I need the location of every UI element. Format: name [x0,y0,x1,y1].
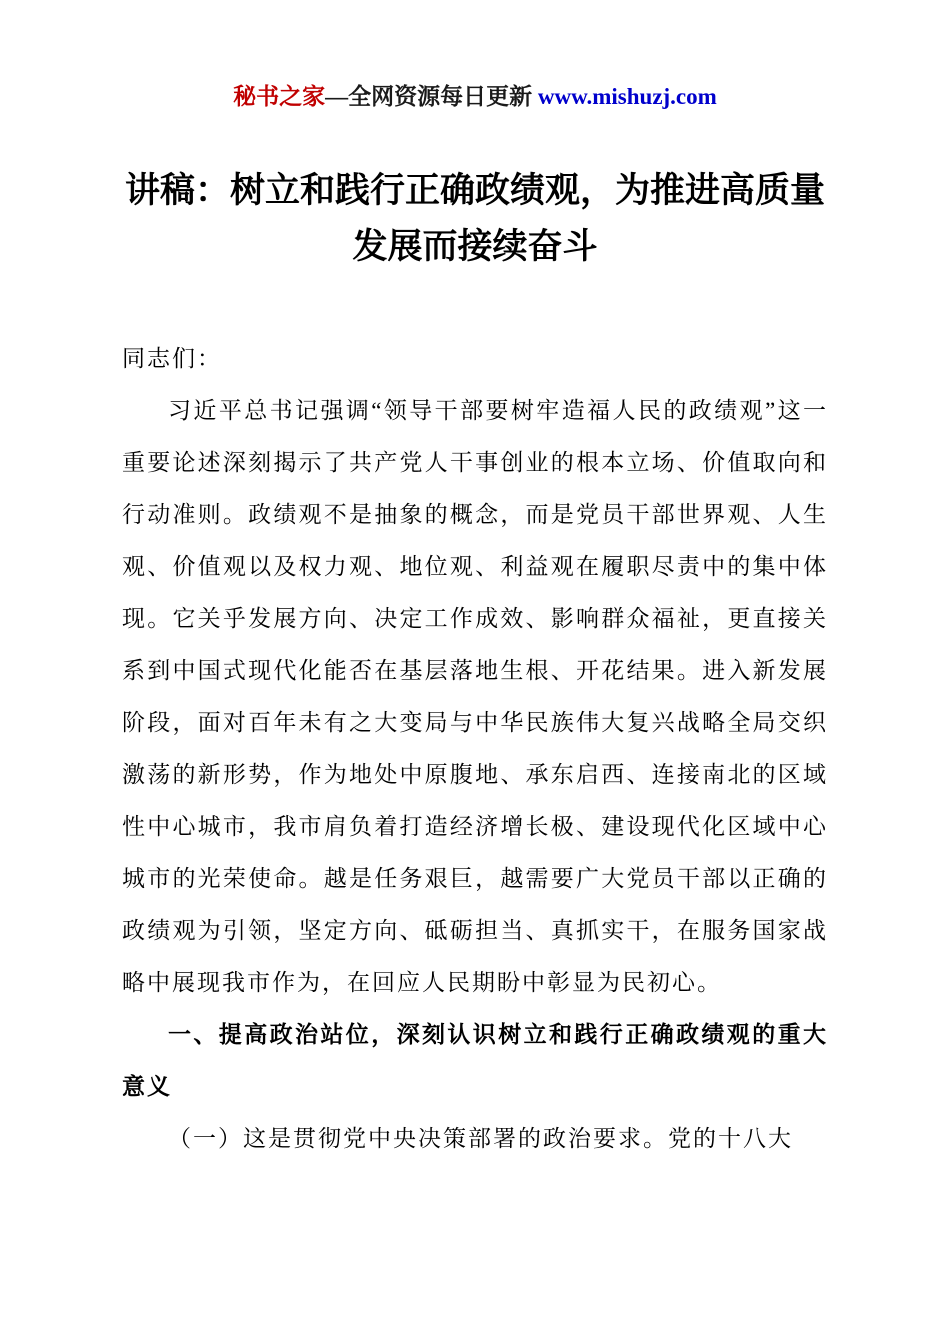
site-url-link[interactable]: www.mishuzj.com [537,84,717,109]
site-brand: 秘书之家 [233,84,326,109]
body-paragraph-2: （一）这是贯彻党中央决策部署的政治要求。党的十八大 [168,1126,793,1151]
section-1-heading: 一、提高政治站位，深刻认识树立和践行正确政绩观的重大意义 [122,1022,828,1099]
site-tagline: —全网资源每日更新 [325,84,538,109]
body-paragraph-1: 习近平总书记强调“领导干部要树牢造福人民的政绩观”这一重要论述深刻揭示了共产党人干事创业的根本立场、价值取向和行动准则。政绩观不是抽象的概念，而是党员干部世界观、人生观、价值观以及权力观、地位观、利益观在履职尽责中的集中体现。它关乎发展方向、决定工作成效、影响群众福祉，更直接关系到中国式现代化能否在基层落地生根、开花结果。进入新发展阶段，面对百年未有之大变局与中华民族伟大复兴战略全局交织激荡的新形势，作为地处中原腹地、承东启西、连接南北的区域性中心城市，我市肩负着打造经济增长极、建设现代化区域中心城市的光荣使命。越是任务艰巨，越需要广大党员干部以正确的政绩观为引领，坚定方向、砥砺担当、真抓实干，在服务国家战略中展现我市作为，在回应人民期盼中彰显为民初心。 [122,398,828,995]
site-header [122,78,828,111]
document-title: 讲稿：树立和践行正确政绩观，为推进高质量发展而接续奋斗 [124,171,825,266]
salutation: 同志们： [122,346,222,371]
